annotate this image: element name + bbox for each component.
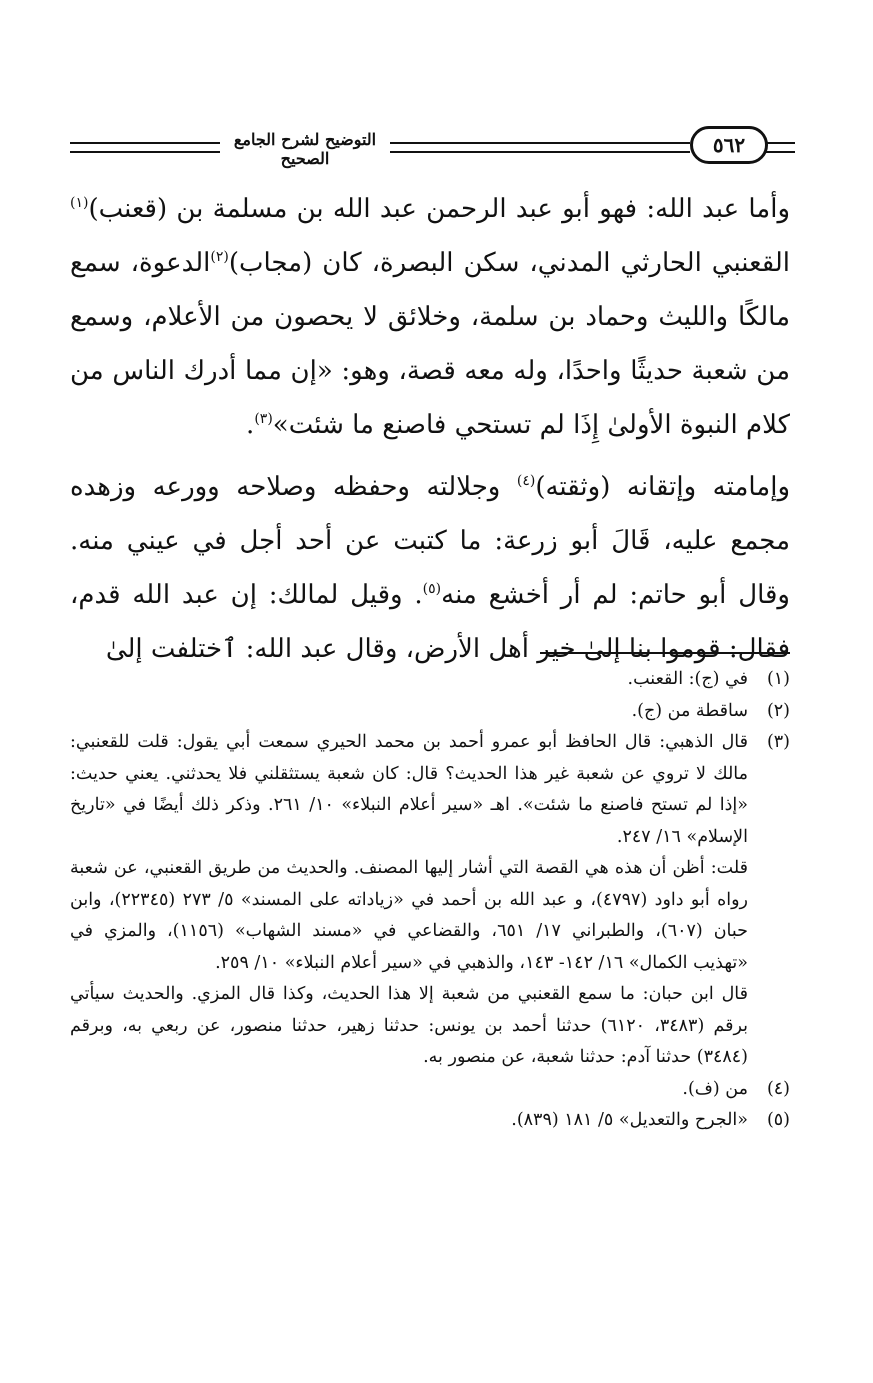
running-header	[60, 118, 790, 168]
footnote-number: (٤)	[766, 1078, 790, 1099]
text-run: .	[246, 410, 255, 440]
footnote	[70, 664, 790, 696]
footnote-text	[70, 696, 748, 728]
running-title: التوضيح لشرح الجامع الصحيح	[233, 130, 377, 168]
footnote-number: (٥)	[766, 1110, 790, 1130]
footnotes	[70, 664, 790, 1137]
text-run: . وقيل لمالك: إن عبد الله قدم، فقال: قوموا بنا إلىٰ خير أهل الأرض، وقال عبد الله: ٱختلفت إلىٰ	[70, 580, 790, 664]
footnote-marker: (٤)	[516, 473, 536, 489]
header-double-rule	[390, 142, 690, 153]
footnote	[70, 1074, 790, 1106]
text-run: القعنبي الحارثي المدني، سكن البصرة، كان (مجاب)	[228, 248, 790, 278]
footnote-paragraph: قلت: أظن أن هذه هي القصة التي أشار إليها المصنف. والحديث من طريق القعنبي، عن شعبة رواه أبو داود (٤٧٩٧)، و عبد الله بن أحمد في «زياداته على المسند» ٥/ ٢٧٣ (٢٢٣٤٥)، وابن حبان (٦٠٧)، والطبراني ١٧/ ٦٥١، والقضاعي في «مسند الشهاب» (١١٥٦)، والمزي في «تهذيب الكمال» ١٦/ ١٤٢- ١٤٣، والذهبي في «سير أعلام النبلاء» ١٠/ ٢٥٩.	[70, 858, 749, 973]
header-double-rule	[765, 142, 795, 153]
footnote-marker: (١)	[70, 195, 89, 211]
footnote-paragraph: «الجرح والتعديل» ٥/ ١٨١ (٨٣٩).	[511, 1110, 748, 1130]
footnote-paragraph: ساقطة من (ج).	[631, 700, 748, 721]
footnote-paragraph: من (ف).	[682, 1078, 748, 1099]
footnote-number: (١)	[766, 669, 790, 689]
footnote-number: (٢)	[766, 700, 790, 721]
footnote-text	[70, 1074, 748, 1106]
paragraph	[70, 182, 790, 452]
text-run: وإمامته وإتقانه (وثقته)	[535, 472, 791, 502]
footnote-text	[70, 1105, 748, 1137]
footnote-text	[70, 664, 748, 696]
footnote-number: (٣)	[766, 732, 790, 752]
footnote-marker: (٣)	[254, 411, 273, 427]
footnote-marker: (٢)	[210, 249, 229, 265]
paragraph	[70, 460, 790, 676]
header-double-rule	[70, 142, 220, 153]
footnote-marker: (٥)	[422, 581, 442, 597]
footnote	[70, 1105, 790, 1137]
text-run: وجلالته وحفظه وصلاحه وورعه وزهده مجمع عليه، قَالَ أبو زرعة: ما كتبت عن أحد أجل في عيني منه. وقال أبو حاتم: لم أر أخشع منه	[70, 472, 790, 610]
main-text	[70, 182, 790, 676]
footnote-paragraph: قال الذهبي: قال الحافظ أبو عمرو أحمد بن محمد الحيري سمعت أبي يقول: قلت للقعنبي: مالك لا تروي عن شعبة غير هذا الحديث؟ قال: كان شعبة يستثقلني فلا يحدثني. يعني حديث: «إذا لم تستح فاصنع ما شئت». اهـ «سير أعلام النبلاء» ١٠/ ٢٦١. وذكر ذلك أيضًا في «تاريخ الإسلام» ١٦/ ٢٤٧.	[70, 732, 749, 847]
text-run: وأما عبد الله: فهو أبو عبد الرحمن عبد الله بن مسلمة بن (قعنب)	[88, 194, 790, 224]
footnote-paragraph: في (ج): القعنب.	[627, 669, 748, 689]
text-run: الدعوة، سمع مالكًا والليث وحماد بن سلمة، وخلائق لا يحصون من الأعلام، وسمع من شعبة حديثًا واحدًا، وله معه قصة، وهو: «إن مما أدرك الناس من كلام النبوة الأولىٰ إِذَا لم تستحي فاصنع ما شئت»	[70, 248, 790, 440]
footnote-text	[70, 727, 748, 1074]
footnote	[70, 727, 790, 1074]
page-number: ٥٦٢	[690, 126, 768, 164]
footnote-paragraph: قال ابن حبان: ما سمع القعنبي من شعبة إلا هذا الحديث، وكذا قال المزي. والحديث سيأتي برقم (٣٤٨٣، ٦١٢٠) حدثنا أحمد بن يونس: حدثنا زهير، حدثنا منصور، عن ربعي به، وبرقم (٣٤٨٤) حدثنا آدم: حدثنا شعبة، عن منصور به.	[70, 984, 748, 1067]
footnote	[70, 696, 790, 728]
footnote-separator	[540, 652, 790, 654]
